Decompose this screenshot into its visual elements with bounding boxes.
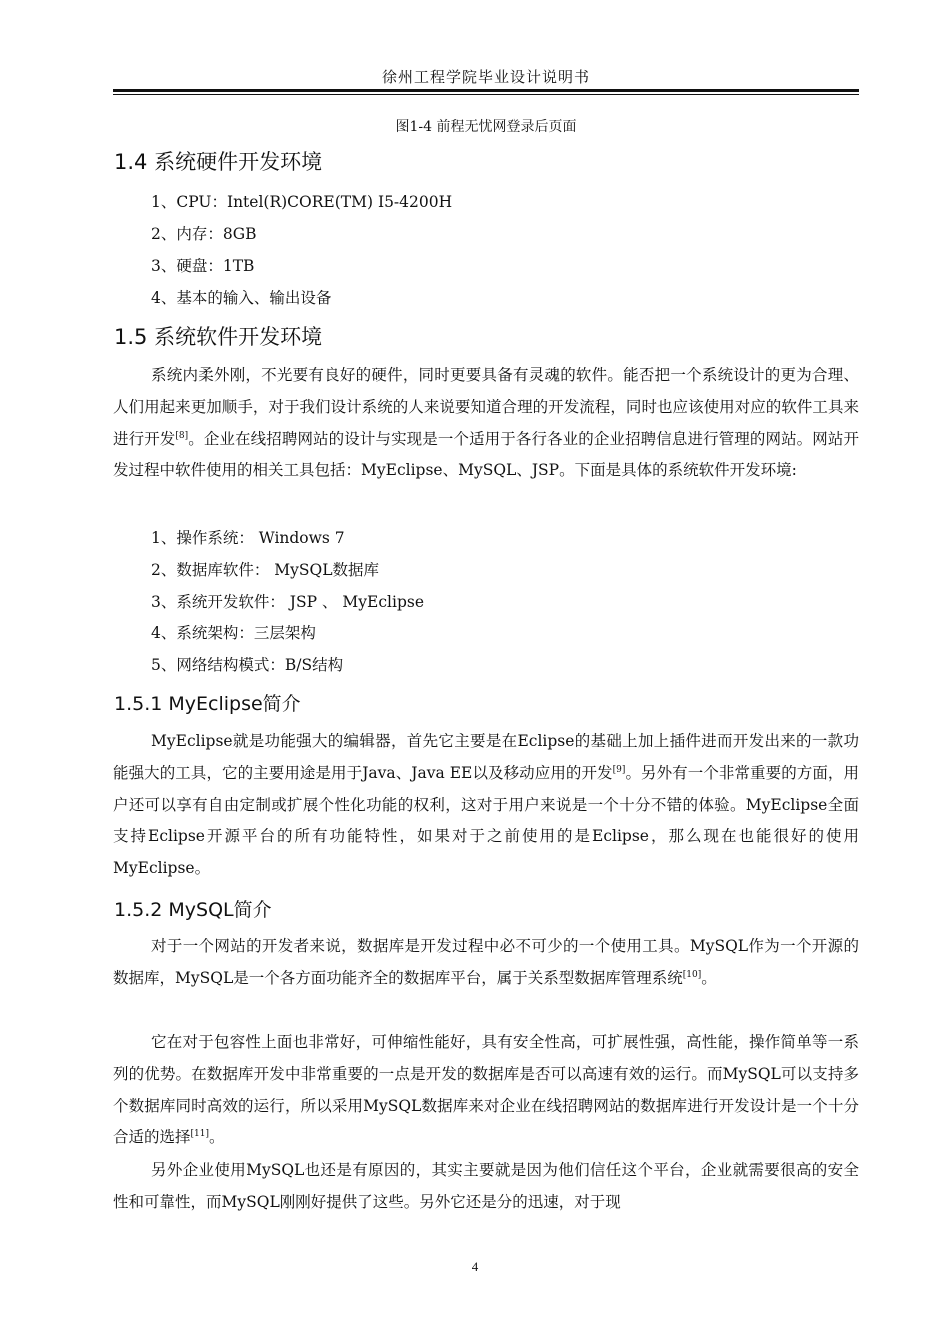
paragraph-text: MyEclipse就是功能强大的编辑器，首先它主要是在Eclipse的基础上加上插件进而开发出来的一款功能强大的工具，它的主要用途是用于Java、Java EE以及移动应用的开发 — [113, 732, 859, 782]
header-rule-thin — [113, 94, 859, 95]
software-item-database: 2、数据库软件： MySQL数据库 — [151, 561, 380, 579]
section-heading-1-4: 1.4 系统硬件开发环境 — [114, 150, 323, 174]
page-number: 4 — [471, 1259, 479, 1274]
hardware-item-disk: 3、硬盘：1TB — [151, 257, 255, 275]
paragraph-mysql-advantages — [113, 1027, 859, 1154]
paragraph-text: 它在对于包容性上面也非常好，可伸缩性能好，具有安全性高，可扩展性强，高性能，操作简单等一系列的优势。在数据库开发中非常重要的一点是开发的数据库是否可以高速有效的运行。而MySQL可以支持多个数据库同时高效的运行，所以采用MySQL数据库来对企业在线招聘网站的数据库进行开发设计是一个十分合适的选择 — [113, 1033, 859, 1147]
citation-ref: [8] — [175, 430, 189, 441]
figure-caption: 图1-4 前程无忧网登录后页面 — [395, 119, 577, 135]
hardware-item-io: 4、基本的输入、输出设备 — [151, 289, 332, 307]
paragraph-text: 。另外有一个非常重要的方面，用户还可以享有自由定制或扩展个性化功能的权利，这对于用户来说是一个十分不错的体验。MyEclipse全面支持Eclipse开源平台的所有功能特性，如果对于之前使用的是Eclipse，那么现在也能很好的使用MyEclipse。 — [113, 763, 859, 878]
paragraph-myeclipse — [113, 726, 859, 885]
citation-ref: [11] — [190, 1129, 209, 1140]
section-heading-1-5: 1.5 系统软件开发环境 — [114, 325, 323, 349]
software-item-network-mode: 5、网络结构模式：B/S结构 — [151, 656, 344, 674]
paragraph-text: 对于一个网站的开发者来说，数据库是开发过程中必不可少的一个使用工具。MySQL作为一个开源的数据库，MySQL是一个各方面功能齐全的数据库平台，属于关系型数据库管理系统 — [113, 937, 859, 987]
paragraph-mysql-intro — [113, 931, 859, 995]
citation-ref: [10] — [682, 969, 702, 980]
paragraph-software-env — [113, 360, 859, 487]
paragraph-text: 。 — [209, 1128, 225, 1147]
paragraph-text: 。 — [701, 968, 717, 987]
paragraph-text: 。企业在线招聘网站的设计与实现是一个适用于各行各业的企业招聘信息进行管理的网站。网站开发过程中软件使用的相关工具包括：MyEclipse、MySQL、JSP。下面是具体的系统软件开发环境: — [113, 429, 859, 480]
header-rule-thick — [113, 89, 859, 92]
citation-ref: [9] — [612, 764, 626, 775]
page-header-title: 徐州工程学院毕业设计说明书 — [381, 68, 590, 86]
section-heading-1-5-2: 1.5.2 MySQL简介 — [114, 899, 272, 921]
software-item-dev-tools: 3、系统开发软件： JSP 、 MyEclipse — [151, 593, 424, 611]
software-item-architecture: 4、系统架构：三层架构 — [151, 624, 316, 642]
hardware-item-cpu: 1、CPU：Intel(R)CORE(TM) I5-4200H — [151, 193, 453, 211]
software-item-os: 1、操作系统： Windows 7 — [151, 529, 345, 547]
paragraph-mysql-reasons: 另外企业使用MySQL也还是有原因的，其实主要就是因为他们信任这个平台，企业就需要很高的安全性和可靠性，而MySQL刚刚好提供了这些。另外它还是分的迅速，对于现 — [113, 1161, 859, 1211]
hardware-item-memory: 2、内存：8GB — [151, 225, 257, 243]
paragraph-text: 系统内柔外刚，不光要有良好的硬件，同时更要具备有灵魂的软件。能否把一个系统设计的更为合理、人们用起来更加顺手，对于我们设计系统的人来说要知道合理的开发流程，同时也应该使用对应的软件工具来进行开发 — [113, 366, 859, 448]
section-heading-1-5-1: 1.5.1 MyEclipse简介 — [114, 693, 301, 715]
